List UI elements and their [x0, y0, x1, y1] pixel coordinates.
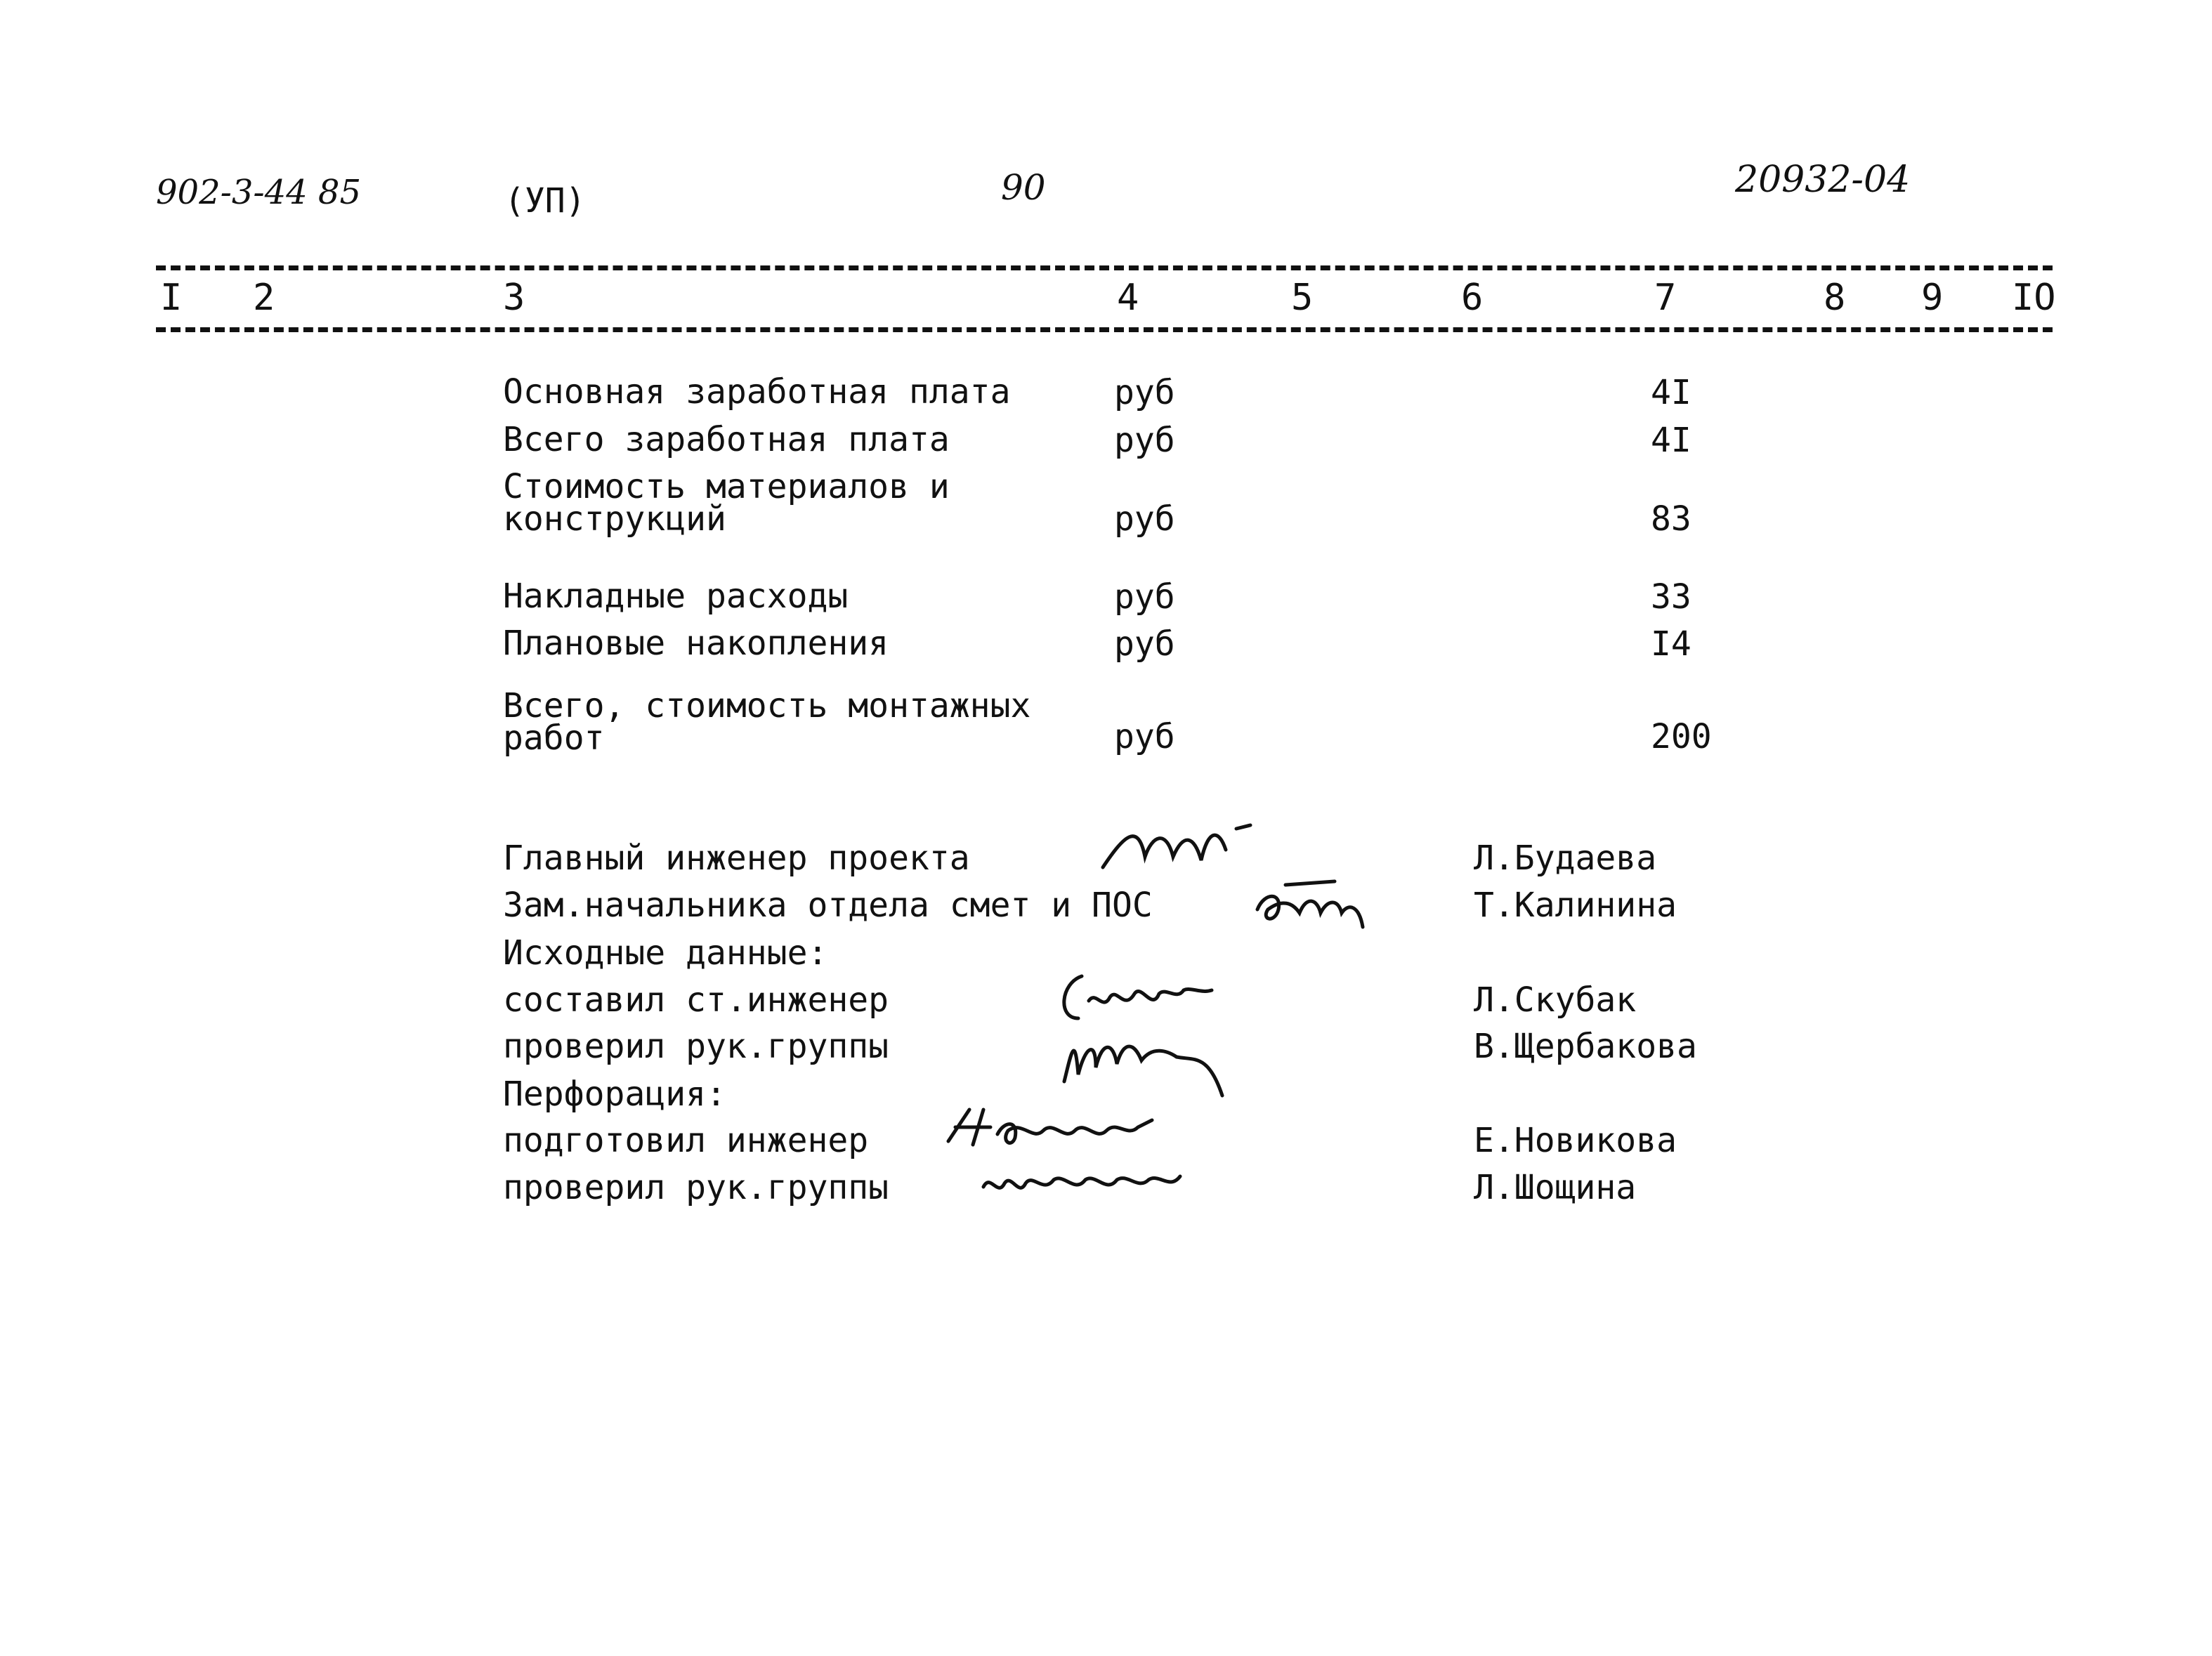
cost-row-label: Всего заработная плата — [503, 420, 950, 459]
signature-mark-shcherbakova — [1054, 1011, 1236, 1103]
table-header-bottom-rule — [156, 327, 2053, 332]
section-label-perforation: Перфорация: — [503, 1075, 726, 1114]
page-number: 90 — [1001, 167, 1046, 208]
cost-row-value: 4I — [1651, 373, 1691, 412]
cost-row-value: 4I — [1651, 421, 1691, 460]
document-code: 902-3-44 85 — [156, 173, 362, 212]
signatory-title: подготовил инженер — [503, 1121, 869, 1160]
signatory-title: Зам.начальника отдела смет и ПОС — [503, 886, 1153, 925]
signatory-name: Л.Будаева — [1474, 839, 1657, 878]
column-header-4: 4 — [1117, 277, 1139, 319]
cost-row-label: Стоимость материалов и конструкций — [503, 467, 950, 539]
column-header-7: 7 — [1654, 277, 1677, 319]
signatory-name: В.Щербакова — [1474, 1027, 1697, 1066]
cost-row-value: I4 — [1651, 624, 1691, 664]
cost-row-unit: руб — [1114, 577, 1175, 617]
archive-code: 20932-04 — [1735, 159, 1911, 201]
cost-row-label: Плановые накопления — [503, 624, 889, 663]
cost-row-value: 200 — [1651, 717, 1712, 756]
signatory-title: проверил рук.группы — [503, 1168, 889, 1207]
cost-row-unit: руб — [1114, 373, 1175, 412]
column-header-2: 2 — [253, 277, 275, 319]
table-header-top-rule — [156, 265, 2053, 270]
signatory-name: Л.Шощина — [1474, 1168, 1637, 1207]
signatory-title: Главный инженер проекта — [503, 839, 970, 878]
cost-row-unit: руб — [1114, 421, 1175, 460]
signatory-title: составил ст.инженер — [503, 980, 889, 1020]
column-header-3: 3 — [503, 277, 525, 319]
signature-mark-novikova — [941, 1099, 1166, 1155]
cost-row-unit: руб — [1114, 499, 1175, 539]
cost-row-label: Всего, стоимость монтажных работ — [503, 686, 1031, 758]
cost-row-label: Накладные расходы — [503, 577, 849, 616]
section-label: (УП) — [504, 181, 586, 221]
cost-row-label: Основная заработная плата — [503, 372, 1011, 412]
column-header-9: 9 — [1921, 277, 1944, 319]
signatory-name: Е.Новикова — [1474, 1121, 1677, 1160]
signatory-name: Т.Калинина — [1474, 886, 1677, 925]
section-label-source-data: Исходные данные: — [503, 933, 828, 973]
cost-row-value: 33 — [1651, 577, 1691, 617]
signatory-name: Л.Скубак — [1474, 980, 1637, 1020]
signatory-title: проверил рук.группы — [503, 1027, 889, 1066]
signature-mark-shoshchina — [976, 1152, 1201, 1208]
column-header-1: I — [160, 277, 183, 319]
cost-row-unit: руб — [1114, 624, 1175, 664]
cost-row-value: 83 — [1651, 499, 1691, 539]
column-header-10: IO — [2012, 277, 2056, 319]
column-header-6: 6 — [1461, 277, 1484, 319]
column-header-8: 8 — [1824, 277, 1846, 319]
signature-mark-kalinina — [1250, 871, 1377, 941]
column-header-5: 5 — [1291, 277, 1314, 319]
cost-row-unit: руб — [1114, 717, 1175, 756]
signature-mark-budaeva — [1096, 808, 1271, 885]
